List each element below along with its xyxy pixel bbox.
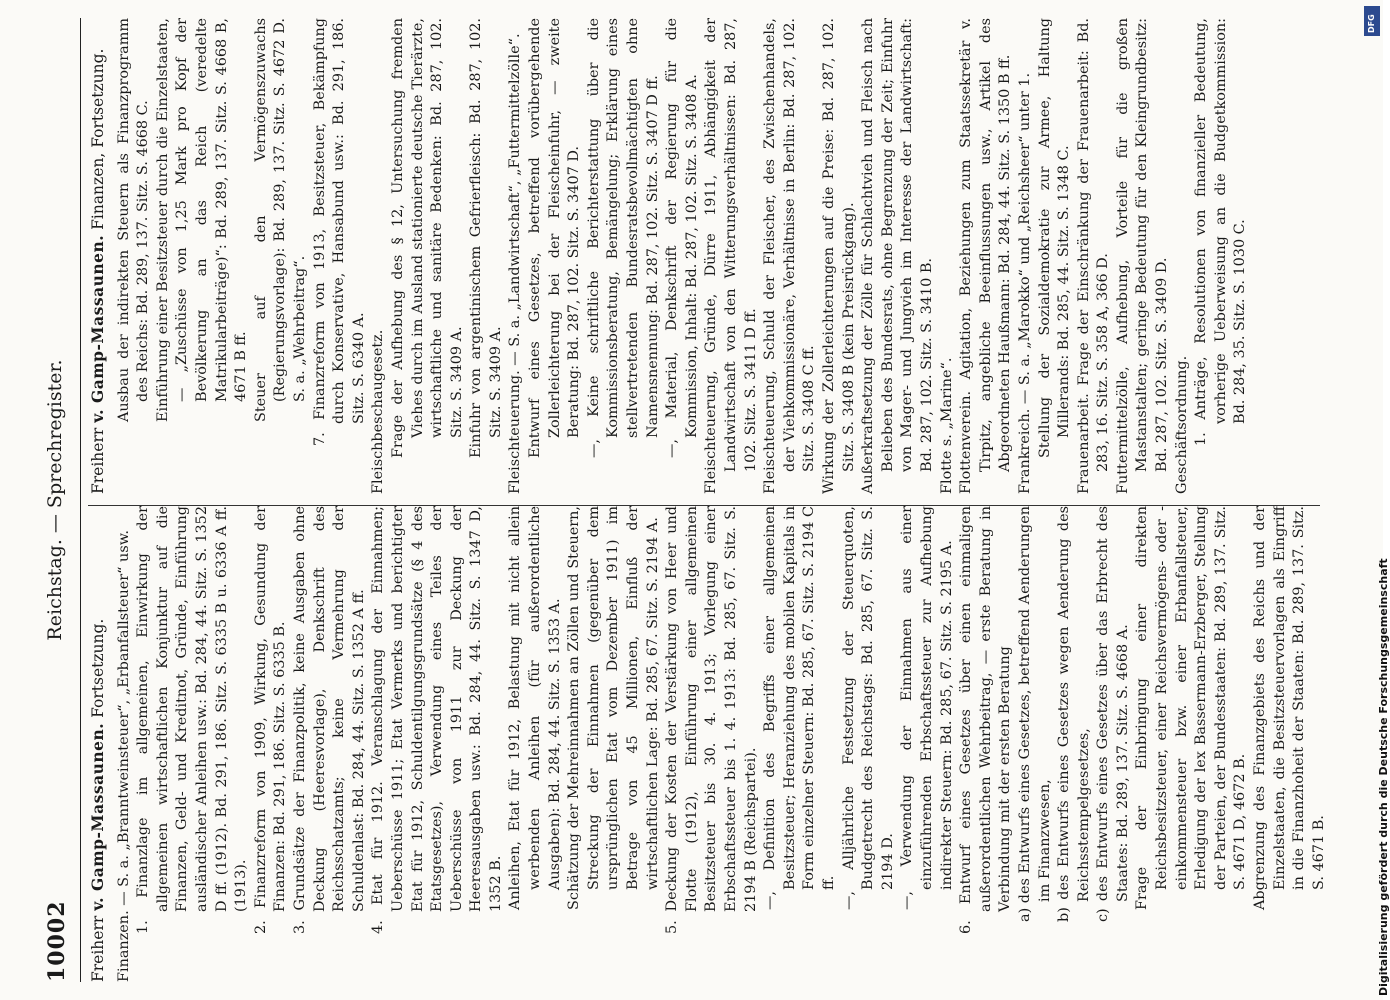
right-entry: Entwurf eines Gesetzes, betreffend vorübergehende Zollerleichterung bei der Fleischeinfuhr, — zweite Beratung: Bd. 287, 102. Sitz. S. 3407 D. xyxy=(527,18,583,458)
right-entry: Einfuhr von argentinischem Gefrierfleisch: Bd. 287, 102. Sitz. S. 3409 A. xyxy=(468,18,504,458)
right-head-prefix: Freiherr xyxy=(89,427,107,494)
right-entry: Fleischteuerung, Gründe, Dürre 1911, Abhängigkeit der Landwirtschaft von den Witterungsverhältnissen: Bd. 287, 102. Sitz. S. 3411 D ff. xyxy=(703,18,759,494)
right-entry: Geschäftsordnung. xyxy=(1173,355,1190,494)
left-entry: c) des Entwurfs eines Gesetzes über das Erbrecht des Staates: Bd. 289, 137. Sitz. S. 4668 A. xyxy=(1095,506,1131,922)
right-entry: Wirkung der Zollerleichterungen auf die Preise: Bd. 287, 102. Sitz. S. 3408 B (kein Preisrückgang). xyxy=(820,18,857,494)
right-entry: Einführung einer Besitzsteuer durch die Einzelstaaten, — „Zuschüsse von 1,25 Mark pro Kopf der Bevölkerung an das Reich (veredelte Matrikularbeiträge)“: Bd. 289, 137. Sitz. S. 4668 B, 4671 B ff. xyxy=(154,18,250,422)
left-entry: Finanzen. — S. a. „Branntweinsteuer“, „Erbanfallsteuer“ usw. xyxy=(115,530,132,982)
left-entry: 6. Entwurf eines Gesetzes über einen einmaligen außerordentlichen Wehrbeitrag, — erste Beratung in Verbindung mit der ersten Beratung xyxy=(958,506,1014,934)
left-head-prefix: Freiherr xyxy=(89,915,107,982)
right-entry: Frage der Aufhebung des § 12, Untersuchung fremden Viehes durch im Ausland stationierte deutsche Tierärzte, wirtschaftliche und sanitäre Bedenken: Bd. 287, 102. Sitz. S. 3409 A. xyxy=(389,18,465,458)
header-rule xyxy=(80,18,81,982)
right-entry: 1. Anträge, Resolutionen von finanzieller Bedeutung, vorherige Ueberweisung an die Budgetkommission: Bd. 284, 35. Sitz. S. 1030 C. xyxy=(1193,18,1249,446)
right-entry: Stellung der Sozialdemokratie zur Armee, Haltung Millerands: Bd. 285, 44. Sitz. S. 1348 C. xyxy=(1036,18,1073,458)
running-head: Reichstag. — Sprechregister. xyxy=(44,359,66,641)
right-entry: Frankreich. — S. a. „Marokko“ und „Reichsheer“ unter 1. xyxy=(1016,72,1033,494)
left-entry: 2. Finanzreform von 1909, Wirkung, Gesundung der Finanzen: Bd. 291, 186. Sitz. S. 6335 B. xyxy=(252,506,289,934)
right-entry: Ausbau der indirekten Steuern als Finanzprogramm des Reichs: Bd. 289, 137. Sitz. S. 4668 C. xyxy=(115,18,152,422)
left-entry: —, Verwendung der Einnahmen aus einer einzuführenden Erbschaftssteuer zur Aufhebung indirekter Steuern: Bd. 285, 67. Sitz. S. 2195 A. xyxy=(899,506,955,910)
right-entry: Fleischteuerung, Schuld der Fleischer, des Zwischenhandels, der Viehkommissionäre, Verhältnisse in Berlin: Bd. 287, 102. Sitz. S. 3408 C ff. xyxy=(762,18,818,494)
left-entry: 1. Finanzlage im allgemeinen, Einwirkung der allgemeinen wirtschaftlichen Konjunktur auf die Finanzen, Geld- und Kreditnot, Gründe, Einführung ausländischer Anleihen usw.: Bd. 284, 44. Sitz. S. 1352 D ff. (1912). Bd. 291, 186. Sitz. S. 6335 B u. 6336 A ff. (1913). xyxy=(135,506,250,934)
right-entry: Fleischbeschaugesetz. xyxy=(370,329,387,494)
left-head-name: v. Gamp-Massaunen. xyxy=(88,722,107,911)
page-number: 10002 xyxy=(44,900,70,982)
right-entry: Flottenverein. Agitation, Beziehungen zum Staatssekretär v. Tirpitz, angebliche Beeinflussungen usw., Artikel des Abgeordneten Haußmann: Bd. 284, 44. Sitz. S. 1350 B ff. xyxy=(958,18,1014,494)
left-entry-list xyxy=(115,506,1330,982)
left-entry: a) des Entwurfs eines Gesetzes, betreffend Aenderungen im Finanzwesen, xyxy=(1016,506,1053,922)
dfg-logo-text: DFG xyxy=(1367,14,1376,33)
left-entry: 4. Etat für 1912. Veranschlagung der Einnahmen; Ueberschüsse 1911; Etat Vermerks und berichtigter Etat für 1912, Schuldentilgungsgrundsätze (§ 4 des Etatsgesetzes), Verwendung eines Teiles der Ueberschüsse von 1911 zur Deckung der Heeresausgaben usw.: Bd. 284, 44. Sitz. S. 1347 D, 1352 B. xyxy=(370,506,504,934)
left-entry: Schätzung der Mehreinnahmen an Zöllen und Steuern, Streckung der Einnahmen (gegenüber dem ursprünglichen Etat vom Dezember 1911) im Betrage von 45 Millionen, Einfluß der wirtschaftlichen Lage: Bd. 285, 67. Sitz. S. 2194 A. xyxy=(566,506,661,910)
right-entry: Außerkraftsetzung der Zölle für Schlachtvieh und Fleisch nach Belieben des Bundesrats, ohne Begrenzung der Zeit; Einfuhr von Mager- und Jungvieh im Interesse der Landwirtschaft: Bd. 287, 102. Sitz. S. 3410 B. xyxy=(860,18,935,494)
right-entry: 7. Finanzreform von 1913, Besitzsteuer, Bekämpfung durch Konservative, Hansabund usw.: Bd. 291, 186. Sitz. S. 6340 A. xyxy=(311,18,367,446)
left-column xyxy=(88,506,1327,982)
right-column-head xyxy=(88,18,109,494)
right-entry: Frauenarbeit. Frage der Einschränkung der Frauenarbeit: Bd. 283, 16. Sitz. S. 358 A, 366 D. xyxy=(1075,18,1112,494)
right-entry: Futtermittelzölle, Aufhebung, Vorteile für die großen Mastanstalten; geringe Bedeutung für den Kleingrundbesitz: Bd. 287, 102. Sitz. S. 3409 D. xyxy=(1114,18,1171,494)
right-entry: Fleischteuerung. — S. a. „Landwirtschaft“, „Futtermittelzölle“. xyxy=(507,33,524,494)
left-entry: —, Alljährliche Festsetzung der Steuerquoten, Budgetrecht des Reichstags: Bd. 285, 67. Sitz. S. 2194 D. xyxy=(840,506,896,910)
left-entry: Frage der Einbringung einer direkten Reichsbesitzsteuer, einer Reichsvermögens- oder -einkommensteuer bzw. einer Erbanfallsteuer, Erledigung der lex Bassermann-Erzberger, Stellung der Parteien, der Bundesstaaten: Bd. 289, 137. Sitz. S. 4671 D, 4672 B. xyxy=(1134,506,1249,910)
left-entry: —, Definition des Begriffs einer allgemeinen Besitzsteuer; Heranziehung des mobilen Kapitals in Form einzelner Steuern: Bd. 285, 67. Sitz. S. 2194 C ff. xyxy=(762,506,837,910)
left-entry: 5. Deckung der Kosten der Verstärkung von Heer und Flotte (1912), Einführung einer allgemeinen Besitzsteuer bis 30. 4. 1913; Vorlegung einer Erbschaftssteuer bis 1. 4. 1913: Bd. 285, 67. Sitz. S. 2194 B (Reichspartei). xyxy=(664,506,759,934)
right-head-suffix: Finanzen, Fortsetzung. xyxy=(89,48,107,230)
digitization-credit: Digitalisierung gefördert durch die Deutsche Forschungsgemeinschaft xyxy=(1377,558,1390,996)
right-entry: Steuer auf den Vermögenszuwachs (Regierungsvorlage): Bd. 289, 137. Sitz. S. 4672 D. S. a. „Wehrbeitrag“. xyxy=(252,18,308,422)
left-entry: b) des Entwurfs eines Gesetzes wegen Aenderung des Reichsstempelgesetzes, xyxy=(1056,506,1092,922)
right-entry: —, Keine schriftliche Berichterstattung über die Kommissionsberatung, Bemängelung; Erklärung eines stellvertretenden Bundesratsbevollmächtigten ohne Namensnennung: Bd. 287, 102. Sitz. S. 3407 D ff. xyxy=(585,18,661,458)
left-head-suffix: Fortsetzung. xyxy=(89,618,107,718)
page-header xyxy=(44,18,84,982)
right-head-name: v. Gamp-Massaunen. xyxy=(88,234,107,423)
column-divider xyxy=(88,505,1320,506)
right-entry: Flotte s. „Marine“. xyxy=(938,357,955,494)
right-entry: —, Material, Denkschrift der Regierung für die Kommission, Inhalt: Bd. 287, 102. Sitz. S. 3408 A. xyxy=(664,18,700,458)
left-entry: Anleihen, Etat für 1912, Belastung mit nicht allein werbenden Anleihen (für außerordentliche Ausgaben): Bd. 284, 44. Sitz. S. 1353 A. xyxy=(507,506,563,910)
right-column xyxy=(88,18,1320,494)
left-entry: Abgrenzung des Finanzgebiets des Reichs und der Einzelstaaten, die Besitzsteuervorlagen als Eingriff in die Finanzhoheit der Staaten: Bd. 289, 137. Sitz. S. 4671 B. xyxy=(1252,506,1327,910)
dfg-logo xyxy=(1364,6,1380,36)
right-entry-list xyxy=(115,18,1251,494)
left-column-head xyxy=(88,506,109,982)
left-entry: 3. Grundsätze der Finanzpolitik, keine Ausgaben ohne Deckung (Heeresvorlage), Denkschrift des Reichsschatzamts; keine Vermehrung der Schuldenlast: Bd. 284, 44. Sitz. S. 1352 A ff. xyxy=(291,506,367,934)
